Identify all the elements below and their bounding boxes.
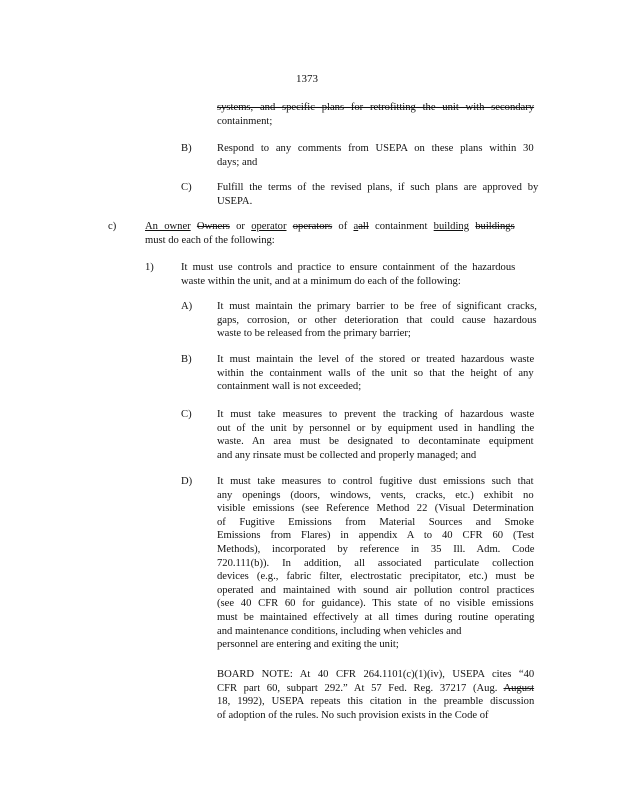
text-line: [217, 115, 272, 129]
inserted-text: a: [353, 221, 359, 232]
text-line: [181, 275, 461, 289]
text-run: or: [229, 221, 252, 232]
inserted-text: operator: [251, 221, 287, 232]
deleted-text: all: [358, 221, 369, 232]
text-run: 18, 1992), USEPA repeats this citation in the preamble discussion: [217, 696, 535, 708]
text-line: [217, 314, 537, 328]
text-run: It must take measures to control fugitive dust emissions such that: [217, 476, 534, 487]
text-run: Methods), incorporated by reference in 35 Ill. Adm. Code: [217, 544, 535, 555]
text-line: [217, 502, 534, 516]
text-line: [217, 449, 476, 463]
deleted-text: operators: [292, 221, 333, 232]
text-run: operated and maintained with sound air pollution control practices: [217, 584, 535, 596]
item-label: D): [181, 476, 193, 487]
text-line: [217, 611, 534, 625]
text-line: [217, 516, 534, 530]
text-run: gaps, corrosion, or other deterioration that could cause hazardous: [217, 314, 537, 326]
text-line: [181, 261, 515, 275]
text-run: containment: [368, 221, 434, 232]
item-label: B): [181, 354, 192, 365]
item-label: B): [181, 143, 192, 154]
text-line: [217, 570, 534, 584]
text-run: CFR part 60, subpart 292.” At 57 Fed. Reg. 37217 (Aug.: [217, 682, 504, 694]
text-run: USEPA.: [217, 195, 253, 207]
text-run: of adoption of the rules. No such provision exists in the Code of: [217, 709, 489, 721]
text-line: [217, 142, 534, 156]
text-line: [217, 408, 534, 422]
text-run: waste to be released from the primary barrier;: [217, 328, 411, 340]
text-run: containment;: [217, 115, 273, 127]
text-run: any openings (doors, windows, vents, cracks, etc.) exhibit no: [217, 489, 534, 501]
text-run: Emissions from Flares) in appendix A to 40 CFR 60 (Test: [217, 530, 535, 542]
text-line: [217, 709, 489, 723]
text-line: [217, 353, 534, 367]
text-line: [217, 584, 534, 598]
text-run: Respond to any comments from USEPA on these plans within 30: [217, 143, 534, 154]
text-line: [217, 101, 534, 115]
text-run: (see 40 CFR 60 for guidance). This state of no visible emissions: [217, 598, 534, 610]
text-line: [217, 529, 534, 543]
text-line: [217, 638, 399, 652]
item-label: C): [181, 409, 192, 420]
text-run: containment wall is not exceeded;: [217, 381, 362, 393]
text-run: and any rinsate must be collected and properly managed; and: [217, 449, 477, 461]
text-run: within the containment walls of the unit so that the height of any: [217, 367, 534, 379]
text-run: devices (e.g., fabric filter, electrostatic precipitator, etc.) must be: [217, 571, 535, 583]
text-line: [217, 695, 534, 709]
deleted-text: Owners: [196, 221, 230, 232]
text-run: must do each of the following:: [145, 234, 275, 246]
text-line: [217, 422, 534, 436]
text-line: [217, 195, 252, 209]
text-line: [217, 367, 534, 381]
text-line: [145, 234, 275, 248]
text-line: [217, 380, 361, 394]
deleted-text: systems, and specific plans for retrofitting the unit with secondary: [217, 102, 535, 113]
text-run: waste. An area must be designated to decontaminate equipment: [217, 436, 534, 448]
text-run: days; and: [217, 156, 258, 168]
text-run: must be maintained effectively at all times during routine operating: [217, 612, 535, 623]
text-line: [217, 475, 534, 489]
text-line: [217, 181, 538, 195]
inserted-text: An owner: [145, 221, 191, 232]
item-label: C): [181, 182, 192, 193]
text-run: waste within the unit, and at a minimum do each of the following:: [181, 275, 461, 287]
text-line: [217, 557, 534, 571]
text-run: and maintenance conditions, including when vehicles and: [217, 625, 462, 637]
text-run: BOARD NOTE: At 40 CFR 264.1101(c)(1)(iv), USEPA cites “40: [217, 669, 535, 680]
page-number: 1373: [296, 73, 318, 85]
text-run: out of the unit by personnel or by equipment used in handling the: [217, 422, 535, 434]
text-line: [217, 668, 534, 682]
text-run: visible emissions (see Reference Method 22 (Visual Determination: [217, 503, 534, 515]
text-run: It must use controls and practice to ensure containment of the hazardous: [181, 262, 516, 273]
text-line: [217, 435, 534, 449]
text-line: [145, 220, 515, 234]
text-run: It must maintain the level of the stored or treated hazardous waste: [217, 354, 535, 365]
text-run: 720.111(b)). In addition, all associated particulate collection: [217, 557, 534, 569]
text-line: [217, 300, 537, 314]
inserted-text: building: [433, 221, 469, 232]
text-line: [217, 682, 534, 696]
text-line: [217, 625, 461, 639]
text-run: Fulfill the terms of the revised plans, if such plans are approved by: [217, 182, 539, 193]
item-label: 1): [145, 262, 154, 273]
text-line: [217, 327, 411, 341]
deleted-text: buildings: [475, 221, 515, 232]
text-line: [217, 489, 534, 503]
deleted-text: August: [503, 682, 535, 694]
text-line: [217, 543, 534, 557]
text-line: [217, 597, 534, 611]
text-run: personnel are entering and exiting the unit;: [217, 639, 399, 651]
text-run: It must maintain the primary barrier to be free of significant cracks,: [217, 301, 537, 312]
item-label: A): [181, 301, 193, 312]
text-line: [217, 156, 257, 170]
text-run: of Fugitive Emissions from Material Sources and Smoke: [217, 516, 534, 528]
item-label: c): [108, 221, 117, 232]
text-run: of: [332, 221, 354, 232]
text-run: It must take measures to prevent the tracking of hazardous waste: [217, 409, 535, 420]
